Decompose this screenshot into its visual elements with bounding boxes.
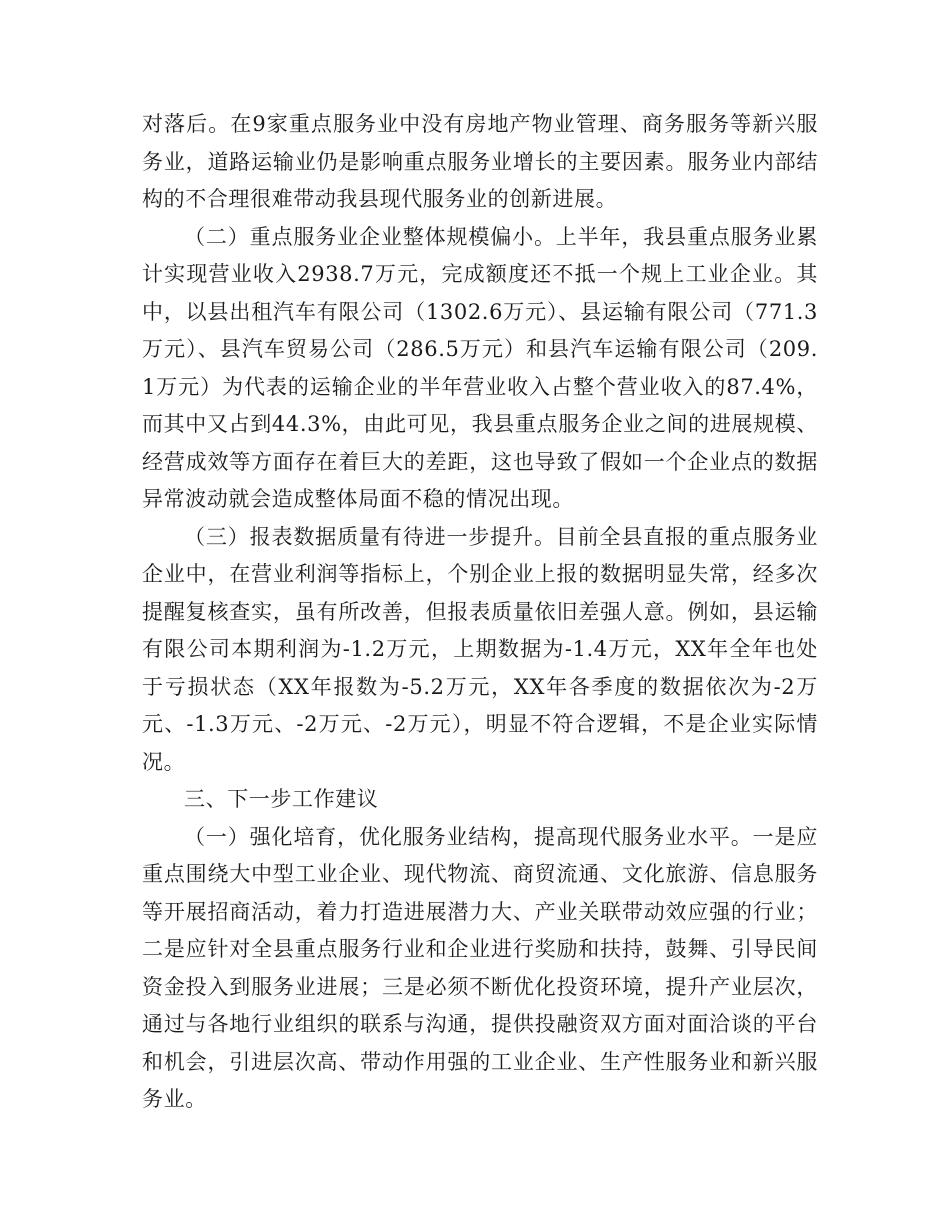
paragraph-suggestion-1: （一）强化培育，优化服务业结构，提高现代服务业水平。一是应重点围绕大中型工业企业、现代物流、商贸流通、文化旅游、信息服务等开展招商活动，着力打造进展潜力大、产业关联带动效应强的行业；二是应针对全县重点服务行业和企业进行奖励和扶持，鼓舞、引导民间资金投入到服务业进展；三是必须不断优化投资环境，提升产业层次，通过与各地行业组织的联系与沟通，提供投融资双方面对面洽谈的平台和机会，引进层次高、带动作用强的工业企业、生产性服务业和新兴服务业。 xyxy=(142,824,818,1111)
heading-next-steps: 三、下一步工作建议 xyxy=(184,787,379,811)
paragraph-section-2-scale: （二）重点服务业企业整体规模偏小。上半年，我县重点服务业累计实现营业收入2938.7万元，完成额度还不抵一个规上工业企业。其中，以县出租汽车有限公司（1302.6万元）、县运输有限公司（771.3万元）、县汽车贸易公司（286.5万元）和县汽车运输有限公司（209.1万元）为代表的运输企业的半年营业收入占整个营业收入的87.4%，而其中又占到44.3%，由此可见，我县重点服务企业之间的进展规模、经营成效等方面存在着巨大的差距，这也导致了假如一个企业点的数据异常波动就会造成整体局面不稳的情况出现。 xyxy=(142,224,818,511)
paragraph-section-3-data-quality: （三）报表数据质量有待进一步提升。目前全县直报的重点服务业企业中，在营业利润等指标上，个别企业上报的数据明显失常，经多次提醒复核查实，虽有所改善，但报表质量依旧差强人意。例如，县运输有限公司本期利润为-1.2万元，上期数据为-1.4万元，XX年全年也处于亏损状态（XX年报数为-5.2万元，XX年各季度的数据依次为-2万元、-1.3万元、-2万元、-2万元），明显不符合逻辑，不是企业实际情况。 xyxy=(142,524,818,774)
document-body xyxy=(142,106,818,1119)
paragraph-continuation: 对落后。在9家重点服务业中没有房地产物业管理、商务服务等新兴服务业，道路运输业仍是影响重点服务业增长的主要因素。服务业内部结构的不合理很难带动我县现代服务业的创新进展。 xyxy=(142,112,818,211)
